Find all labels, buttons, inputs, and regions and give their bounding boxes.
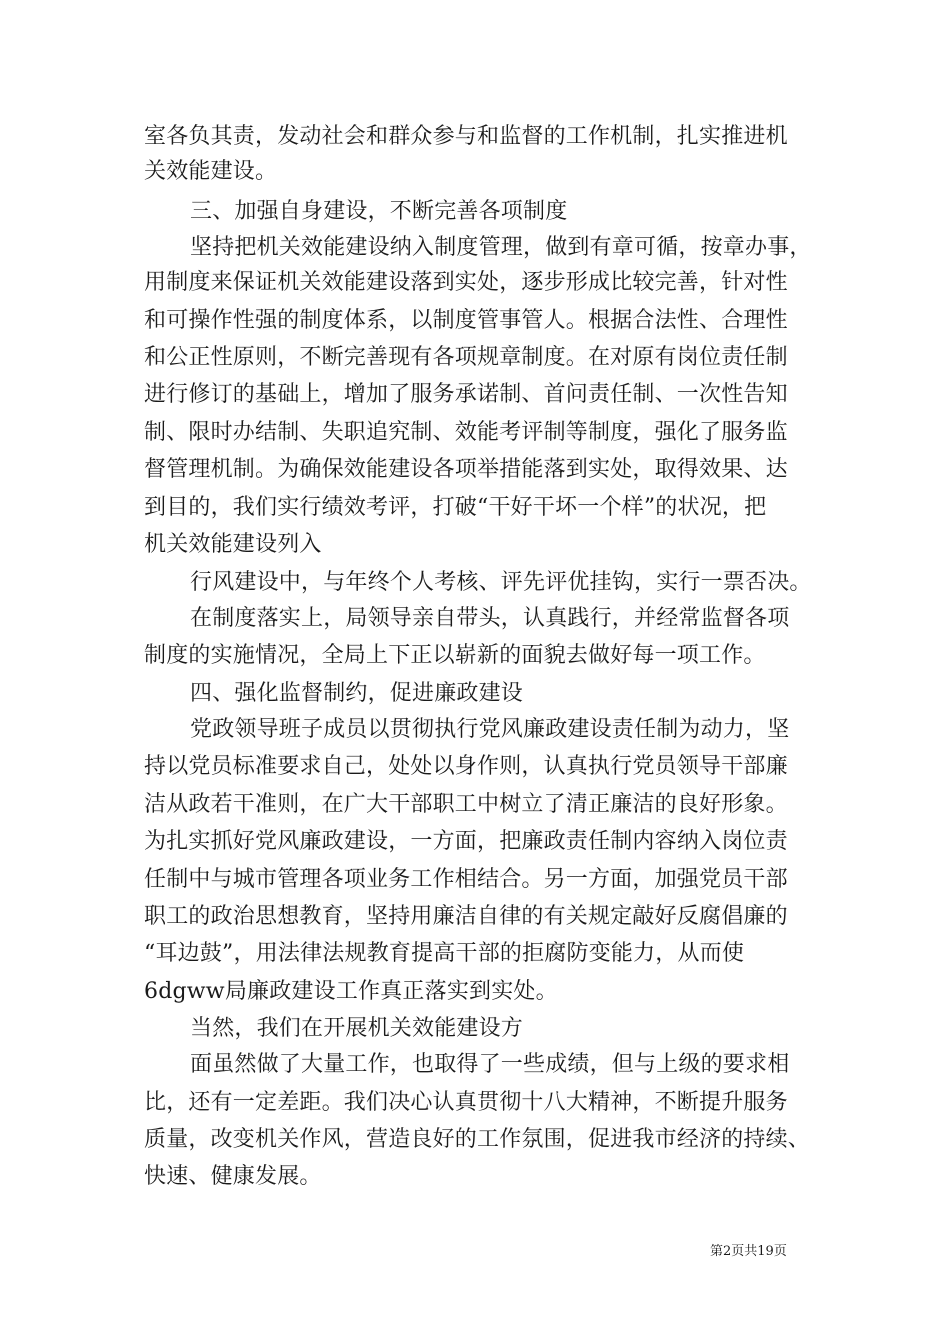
text-line: 制、限时办结制、失职追究制、效能考评制等制度，强化了服务监 — [144, 420, 788, 445]
text-line: 持以党员标准要求自己，处处以身作则，认真执行党员领导干部廉 — [144, 754, 788, 779]
text-line: “耳边鼓”，用法律法规教育提高干部的拒腐防变能力，从而使 — [144, 941, 745, 966]
text-line: 在制度落实上，局领导亲自带头，认真践行，并经常监督各项 — [190, 606, 790, 631]
section-heading: 四、强化监督制约，促进廉政建设 — [190, 681, 524, 706]
text-line: 用制度来保证机关效能建设落到实处，逐步形成比较完善，针对性 — [144, 270, 788, 295]
text-line: 当然，我们在开展机关效能建设方 — [190, 1016, 524, 1041]
page-number: 第2页共19页 — [710, 1244, 787, 1259]
text-line: 6dgww局廉政建设工作真正落实到实处。 — [144, 979, 558, 1004]
text-line: 坚持把机关效能建设纳入制度管理，做到有章可循，按章办事， — [190, 235, 812, 260]
text-line: 和可操作性强的制度体系，以制度管事管人。根据合法性、合理性 — [144, 308, 788, 333]
text-line: 进行修订的基础上，增加了服务承诺制、首问责任制、一次性告知 — [144, 382, 788, 407]
text-line: 督管理机制。为确保效能建设各项举措能落到实处，取得效果、达 — [144, 457, 788, 482]
text-line: 职工的政治思想教育，坚持用廉洁自律的有关规定敲好反腐倡廉的 — [144, 904, 788, 929]
text-line: 行风建设中，与年终个人考核、评先评优挂钩，实行一票否决。 — [190, 570, 812, 595]
text-line: 和公正性原则，不断完善现有各项规章制度。在对原有岗位责任制 — [144, 345, 788, 370]
text-line: 面虽然做了大量工作，也取得了一些成绩，但与上级的要求相 — [190, 1052, 790, 1077]
text-line: 快速、健康发展。 — [144, 1164, 322, 1189]
text-line: 比，还有一定差距。我们决心认真贯彻十八大精神，不断提升服务 — [144, 1090, 788, 1115]
text-line: 制度的实施情况，全局上下正以崭新的面貌去做好每一项工作。 — [144, 643, 766, 668]
text-line: 机关效能建设列入 — [144, 532, 322, 557]
text-line: 质量，改变机关作风，营造良好的工作氛围，促进我市经济的持续、 — [144, 1127, 811, 1152]
text-line: 关效能建设。 — [144, 159, 278, 184]
text-line: 到目的，我们实行绩效考评，打破“干好干坏一个样”的状况，把 — [144, 495, 767, 520]
text-line: 室各负其责，发动社会和群众参与和监督的工作机制，扎实推进机 — [144, 124, 788, 149]
text-line: 洁从政若干准则，在广大干部职工中树立了清正廉洁的良好形象。 — [144, 792, 788, 817]
text-line: 党政领导班子成员以贯彻执行党风廉政建设责任制为动力，坚 — [190, 717, 790, 742]
text-line: 为扎实抓好党风廉政建设，一方面，把廉政责任制内容纳入岗位责 — [144, 829, 788, 854]
section-heading: 三、加强自身建设，不断完善各项制度 — [190, 199, 568, 224]
text-line: 任制中与城市管理各项业务工作相结合。另一方面，加强党员干部 — [144, 867, 788, 892]
